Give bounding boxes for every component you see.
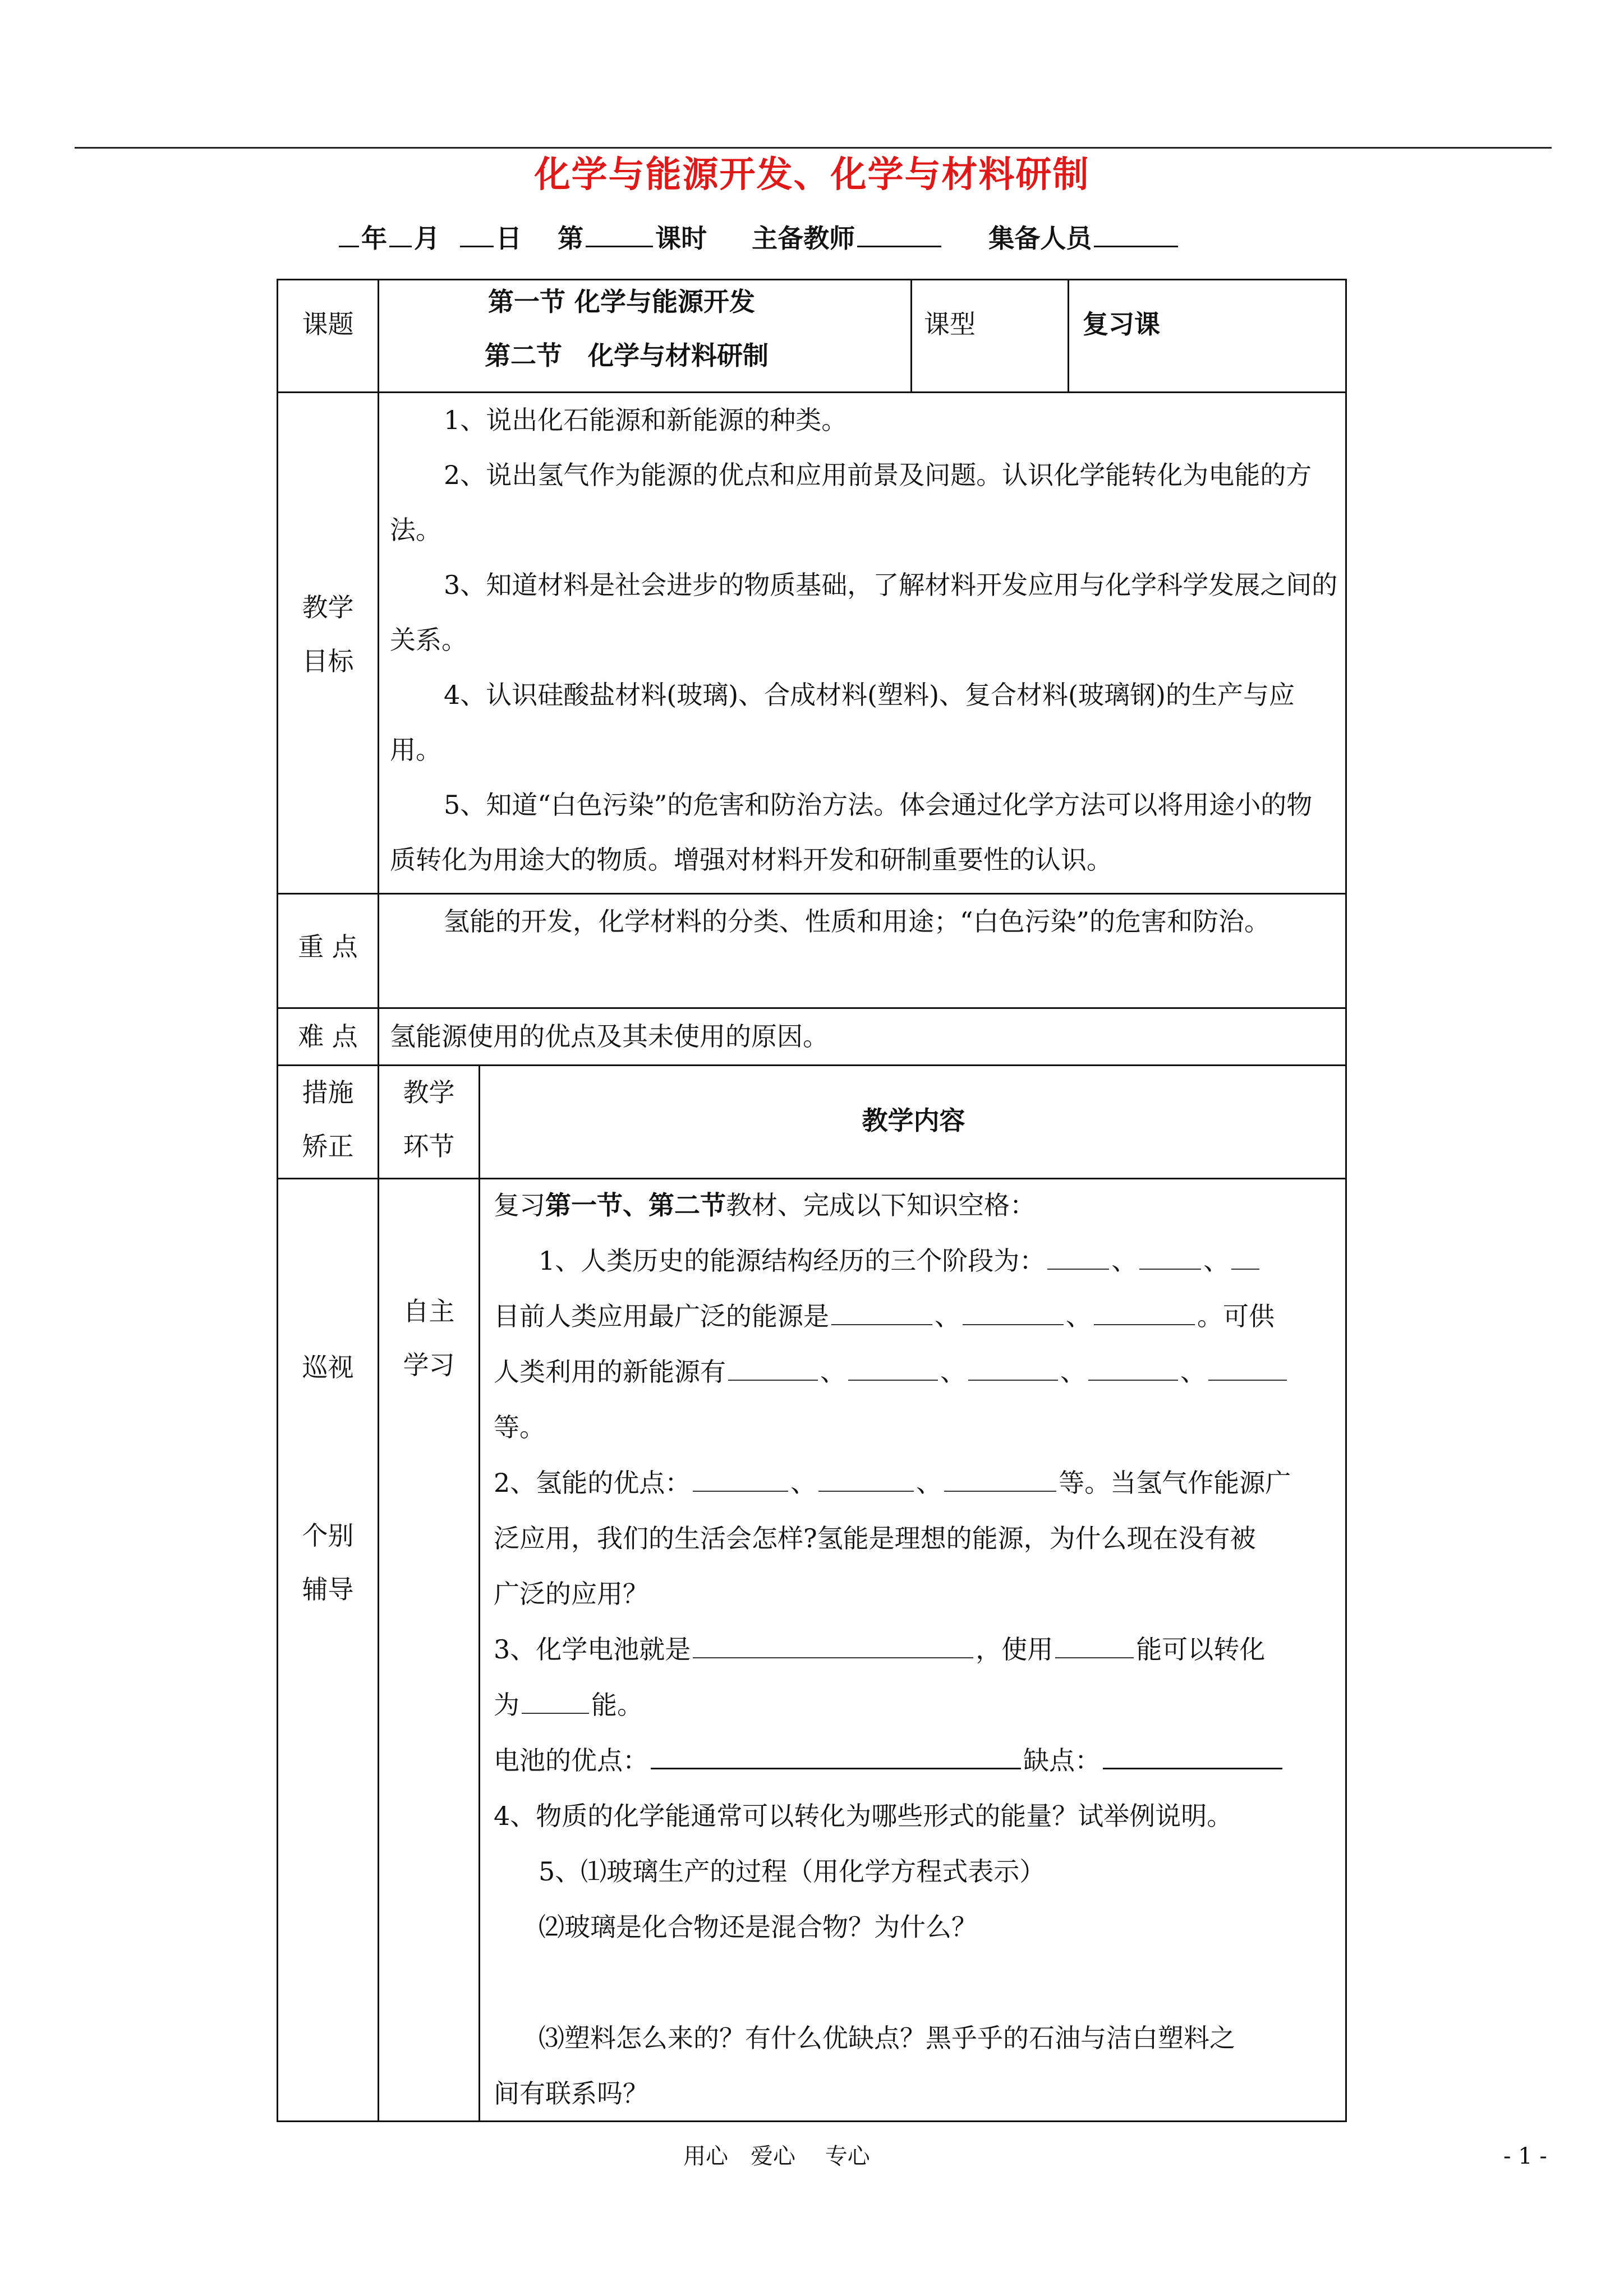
meta-line — [337, 216, 1346, 261]
type-value: 复习课 — [1083, 309, 1160, 339]
intro-bold: 第一节、第二节 — [545, 1190, 726, 1220]
self-study-label — [379, 1284, 479, 1392]
sep: 、 — [1111, 1246, 1138, 1276]
answer-blank — [1208, 1354, 1287, 1381]
sep: 、 — [1066, 1301, 1092, 1331]
answer-blank — [522, 1687, 589, 1714]
answer-blank — [693, 1465, 788, 1492]
sep: 、 — [1203, 1246, 1230, 1276]
key-label: 重 点 — [298, 932, 358, 962]
answer-blank — [1088, 1354, 1178, 1381]
q3-text-d: 为 — [494, 1690, 519, 1720]
goals-label-2: 目标 — [302, 646, 354, 676]
q5-spacer — [494, 1955, 1341, 2011]
q2-text-a: 2、氢能的优点： — [494, 1468, 691, 1498]
page-number: - 1 - — [1503, 2143, 1547, 2169]
measures-label — [278, 1066, 378, 1173]
measures-label-1: 措施 — [302, 1077, 354, 1108]
q3-text-a: 3、化学电池就是 — [494, 1634, 691, 1665]
topic-label: 课题 — [302, 309, 354, 339]
q5-line-3 — [494, 2011, 1341, 2066]
q5-text-3a: ⑶塑料怎么来的？有什么优缺点？黑乎乎的石油与洁白塑料之 — [539, 2023, 1235, 2053]
q4-line — [494, 1788, 1341, 1844]
col-rule — [910, 279, 912, 391]
study-content — [494, 1178, 1341, 2122]
row-rule — [277, 1007, 1347, 1009]
tutor-label — [278, 1509, 378, 1616]
stage-label-2: 环节 — [403, 1131, 455, 1161]
q1-text-e: 等。 — [494, 1412, 545, 1442]
q3-line-3 — [494, 1733, 1341, 1788]
intro-pre: 复习 — [494, 1190, 545, 1220]
q3-line-1 — [494, 1622, 1341, 1677]
members-blank — [1094, 218, 1178, 247]
q3-text-c: 能可以转化 — [1136, 1634, 1266, 1665]
topic-line-2: 第二节 化学与材料研制 — [485, 340, 769, 371]
q1-line-4 — [494, 1400, 1341, 1455]
meta-day: 日 — [496, 223, 522, 253]
intro-post: 教材、完成以下知识空格： — [726, 1190, 1036, 1220]
type-label: 课型 — [924, 309, 976, 339]
q3-text-g: 缺点： — [1023, 1745, 1101, 1776]
q2-line-1 — [494, 1455, 1341, 1511]
self-study-label-1: 自主 — [403, 1296, 455, 1326]
measures-label-2: 矫正 — [302, 1131, 354, 1161]
q5-line-2 — [494, 1899, 1341, 1955]
answer-blank — [728, 1354, 818, 1381]
q4-text: 4、物质的化学能通常可以转化为哪些形式的能量？试举例说明。 — [494, 1801, 1233, 1831]
goal-item: 2、说出氢气作为能源的优点和应用前景及问题。认识化学能转化为电能的方法。 — [390, 460, 1312, 545]
stage-label-1: 教学 — [403, 1077, 455, 1108]
q1-text-c: 。可供 — [1197, 1301, 1275, 1331]
difficulty-label: 难 点 — [298, 1021, 358, 1052]
sep: 、 — [940, 1357, 966, 1387]
key-points — [390, 894, 1338, 949]
q1-line-3 — [494, 1344, 1341, 1400]
q5-line-1 — [494, 1844, 1341, 1899]
meta-di: 第 — [558, 223, 584, 253]
col-rule — [378, 279, 379, 2122]
q5-text-1: 5、⑴玻璃生产的过程（用化学方程式表示） — [539, 1856, 1046, 1887]
year-blank — [339, 218, 359, 247]
answer-blank — [1094, 1298, 1195, 1325]
answer-blank — [944, 1465, 1056, 1492]
self-study-label-2: 学习 — [403, 1350, 455, 1380]
q2-line-2 — [494, 1511, 1341, 1566]
q2-text-b: 等。当氢气作能源广 — [1059, 1468, 1291, 1498]
q3-text-e: 能。 — [591, 1690, 643, 1720]
col-rule — [1068, 279, 1069, 391]
answer-blank — [848, 1354, 938, 1381]
footer-motto: 用心 爱心 专心 — [683, 2143, 870, 2169]
goal-item: 5、知道“白色污染”的危害和防治方法。体会通过化学方法可以将用途小的物质转化为用途大的物质。增强对材料开发和研制重要性的认识。 — [390, 790, 1313, 875]
answer-blank — [1231, 1243, 1259, 1270]
q2-line-3 — [494, 1566, 1341, 1622]
q2-text-d: 广泛的应用？ — [494, 1579, 648, 1609]
sep: 、 — [935, 1301, 960, 1331]
q1-text-d: 人类利用的新能源有 — [494, 1357, 726, 1387]
q3-text-f: 电池的优点： — [494, 1745, 648, 1776]
q3-text-b: ，使用 — [976, 1634, 1053, 1665]
sep: 、 — [916, 1468, 942, 1498]
sep: 、 — [820, 1357, 846, 1387]
q1-text-a: 1、人类历史的能源结构经历的三个阶段为： — [539, 1246, 1046, 1276]
goal-item: 4、认识硅酸盐材料(玻璃)、合成材料(塑料)、复合材料(玻璃钢)的生产与应用。 — [390, 680, 1295, 765]
q1-line-2 — [494, 1289, 1341, 1344]
tutor-label-1: 个别 — [302, 1520, 354, 1551]
page-title: 化学与能源开发、化学与材料研制 — [534, 154, 1090, 196]
day-blank — [460, 218, 494, 247]
difficulty-text: 氢能源使用的优点及其未使用的原因。 — [390, 1021, 829, 1052]
month-blank — [389, 218, 412, 247]
answer-blank — [1103, 1742, 1282, 1769]
goals-list — [390, 393, 1338, 887]
goal-item: 1、说出化石能源和新能源的种类。 — [444, 405, 848, 435]
patrol-label: 巡视 — [302, 1352, 354, 1382]
answer-blank — [1047, 1243, 1109, 1270]
tutor-label-2: 辅导 — [302, 1574, 354, 1605]
col-rule — [479, 1064, 480, 2122]
q1-text-b: 目前人类应用最广泛的能源是 — [494, 1301, 829, 1331]
lead-teacher-blank — [857, 218, 941, 247]
q2-text-c: 泛应用，我们的生活会怎样?氢能是理想的能源，为什么现在没有被 — [494, 1523, 1256, 1553]
answer-blank — [651, 1742, 1021, 1769]
answer-blank — [968, 1354, 1058, 1381]
meta-month: 月 — [414, 223, 440, 253]
lesson-blank — [586, 218, 653, 247]
meta-members: 集备人员 — [988, 223, 1092, 253]
goals-label — [278, 580, 378, 688]
answer-blank — [818, 1465, 914, 1492]
sep: 、 — [1180, 1357, 1206, 1387]
answer-blank — [1139, 1243, 1201, 1270]
answer-blank — [693, 1631, 973, 1658]
q1-line-1 — [494, 1233, 1341, 1289]
meta-lesson: 课时 — [655, 223, 707, 253]
answer-blank — [831, 1298, 932, 1325]
meta-year: 年 — [361, 223, 387, 253]
goal-item: 3、知道材料是社会进步的物质基础，了解材料开发应用与化学科学发展之间的关系。 — [390, 570, 1338, 655]
content-header: 教学内容 — [862, 1105, 965, 1136]
q5-text-2: ⑵玻璃是化合物还是混合物？为什么？ — [539, 1912, 977, 1942]
q3-line-2 — [494, 1677, 1341, 1733]
q5-line-4 — [494, 2066, 1341, 2122]
intro-line — [494, 1178, 1341, 1233]
sep: 、 — [790, 1468, 817, 1498]
key-text: 氢能的开发，化学材料的分类、性质和用途；“白色污染”的危害和防治。 — [444, 906, 1271, 937]
meta-lead-teacher: 主备教师 — [752, 223, 855, 253]
answer-blank — [963, 1298, 1064, 1325]
goals-label-1: 教学 — [302, 592, 354, 623]
sep: 、 — [1060, 1357, 1086, 1387]
q5-text-3b: 间有联系吗？ — [494, 2078, 648, 2109]
answer-blank — [1055, 1631, 1134, 1658]
topic-line-1: 第一节 化学与能源开发 — [488, 287, 756, 317]
stage-label — [379, 1066, 479, 1173]
